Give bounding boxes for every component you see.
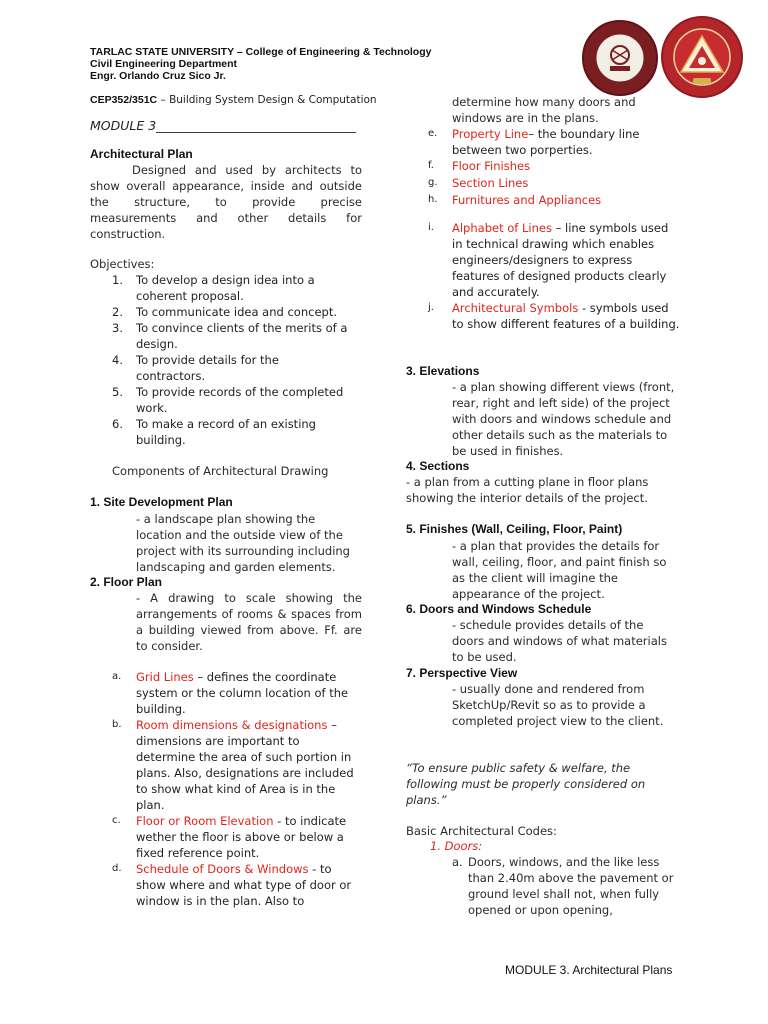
list-item: e. Property Line– the boundary line between two porperties. <box>428 127 640 157</box>
list-item: 3. To convince clients of the merits of a design. <box>112 321 348 351</box>
list-item: a. Grid Lines – defines the coordinate system or the column location of the building. <box>112 670 349 716</box>
components-heading: Components of Architectural Drawing <box>112 464 329 478</box>
term-grid-lines: Grid Lines <box>136 670 194 684</box>
perspective-view-description: - usually done and rendered from SketchUp/Revit so as to provide a completed project view to the client. <box>452 682 664 728</box>
continued-text: determine how many doors and windows are in the plans. <box>452 95 636 125</box>
list-item: c. Floor or Room Elevation - to indicate wether the floor is above or below a fixed reference point. <box>112 814 347 860</box>
codes-item-a-label: a. <box>452 855 463 869</box>
floor-plan-items-continued <box>406 126 682 348</box>
elevations-heading: 3. Elevations <box>406 364 480 378</box>
sections-heading: 4. Sections <box>406 459 470 473</box>
list-item: 2. To communicate idea and concept. <box>112 305 337 319</box>
course-title: – Building System Design & Computation <box>157 94 377 106</box>
term-floor-finishes: Floor Finishes <box>452 159 531 173</box>
safety-quote: “To ensure public safety & welfare, the following must be properly considered on plans.” <box>406 761 646 807</box>
list-item: b. Room dimensions & designations – dimensions are important to determine the area of such portion in plans. Also, designations are included to show what kind of Area is in the plan. <box>112 718 354 812</box>
list-item: g. Section Lines <box>428 176 529 190</box>
objectives-heading: Objectives: <box>90 257 155 271</box>
university-header <box>90 46 431 58</box>
floor-plan-heading: 2. Floor Plan <box>90 575 163 589</box>
list-item: 4. To provide details for the contractors. <box>112 353 279 383</box>
list-item: j. Architectural Symbols - symbols used to show different features of a building. <box>428 301 680 331</box>
department-name: Civil Engineering Department <box>90 58 238 70</box>
college-seal-logo <box>582 20 658 96</box>
list-item: i. Alphabet of Lines – line symbols used in technical drawing which enables engineers/designers to express features of designed products clearly and accurately. <box>428 221 669 299</box>
codes-item-a-text: Doors, windows, and the like less than 2.40m above the pavement or ground level shall not, when fully opened or upon opening, <box>468 855 674 917</box>
list-item: 6. To make a record of an existing building. <box>112 417 316 447</box>
list-item: f. Floor Finishes <box>428 159 531 173</box>
site-development-description: - a landscape plan showing the location and the outside view of the project with its surrounding including landscaping and garden elements. <box>136 512 350 574</box>
university-name: TARLAC STATE UNIVERSITY <box>90 46 234 58</box>
list-item: h. Furnitures and Appliances <box>428 193 602 207</box>
architectural-plan-description: Designed and used by architects to show overall appearance, inside and outside the structure, to provide precise measurements and other details for construction. <box>90 163 362 241</box>
page-footer: MODULE 3. Architectural Plans <box>505 963 673 977</box>
list-item: d. Schedule of Doors & Windows - to show where and what type of door or window is in the plan. Also to <box>112 862 352 908</box>
elevations-description: - a plan showing different views (front, rear, right and left side) of the project with doors and windows schedule and other details such as the materials to be used in finishes. <box>452 380 675 458</box>
instructor-name: Engr. Orlando Cruz Sico Jr. <box>90 70 226 82</box>
codes-doors-item: 1. Doors: <box>430 839 483 853</box>
college-name: – College of Engineering & Technology <box>233 46 432 58</box>
term-section-lines: Section Lines <box>452 176 529 190</box>
sections-description: - a plan from a cutting plane in floor plans showing the interior details of the project. <box>406 475 649 505</box>
term-furnitures-appliances: Furnitures and Appliances <box>452 193 602 207</box>
finishes-description: - a plan that provides the details for wall, ceiling, floor, and paint finish so as the client will imagine the appearance of the project. <box>452 539 667 601</box>
term-schedule-doors-windows: Schedule of Doors & Windows <box>136 862 309 876</box>
doors-windows-schedule-heading: 6. Doors and Windows Schedule <box>406 602 592 616</box>
list-item: 5. To provide records of the completed work. <box>112 385 344 415</box>
term-floor-elevation: Floor or Room Elevation <box>136 814 274 828</box>
objectives-list <box>90 272 362 448</box>
floor-plan-items <box>90 669 362 909</box>
term-room-dimensions: Room dimensions & designations <box>136 718 328 732</box>
perspective-view-heading: 7. Perspective View <box>406 666 518 680</box>
course-code: CEP352/351C <box>90 94 158 106</box>
module-line: MODULE 3________________________________ <box>90 118 357 133</box>
site-development-heading: 1. Site Development Plan <box>90 495 233 509</box>
finishes-heading: 5. Finishes (Wall, Ceiling, Floor, Paint) <box>406 522 623 536</box>
university-seal-logo <box>661 16 743 98</box>
course-line <box>90 94 377 106</box>
list-item: 1. To develop a design idea into a coherent proposal. <box>112 273 315 303</box>
architectural-plan-heading: Architectural Plan <box>90 147 193 161</box>
floor-plan-description: - A drawing to scale showing the arrangements of rooms & spaces from a building viewed from above. Ff. are to consider. <box>136 591 362 653</box>
term-property-line: Property Line <box>452 127 529 141</box>
term-architectural-symbols: Architectural Symbols <box>452 301 579 315</box>
term-alphabet-of-lines: Alphabet of Lines <box>452 221 552 235</box>
doors-windows-schedule-description: - schedule provides details of the doors and windows of what materials to be used. <box>452 618 667 664</box>
basic-codes-heading: Basic Architectural Codes: <box>406 824 557 838</box>
